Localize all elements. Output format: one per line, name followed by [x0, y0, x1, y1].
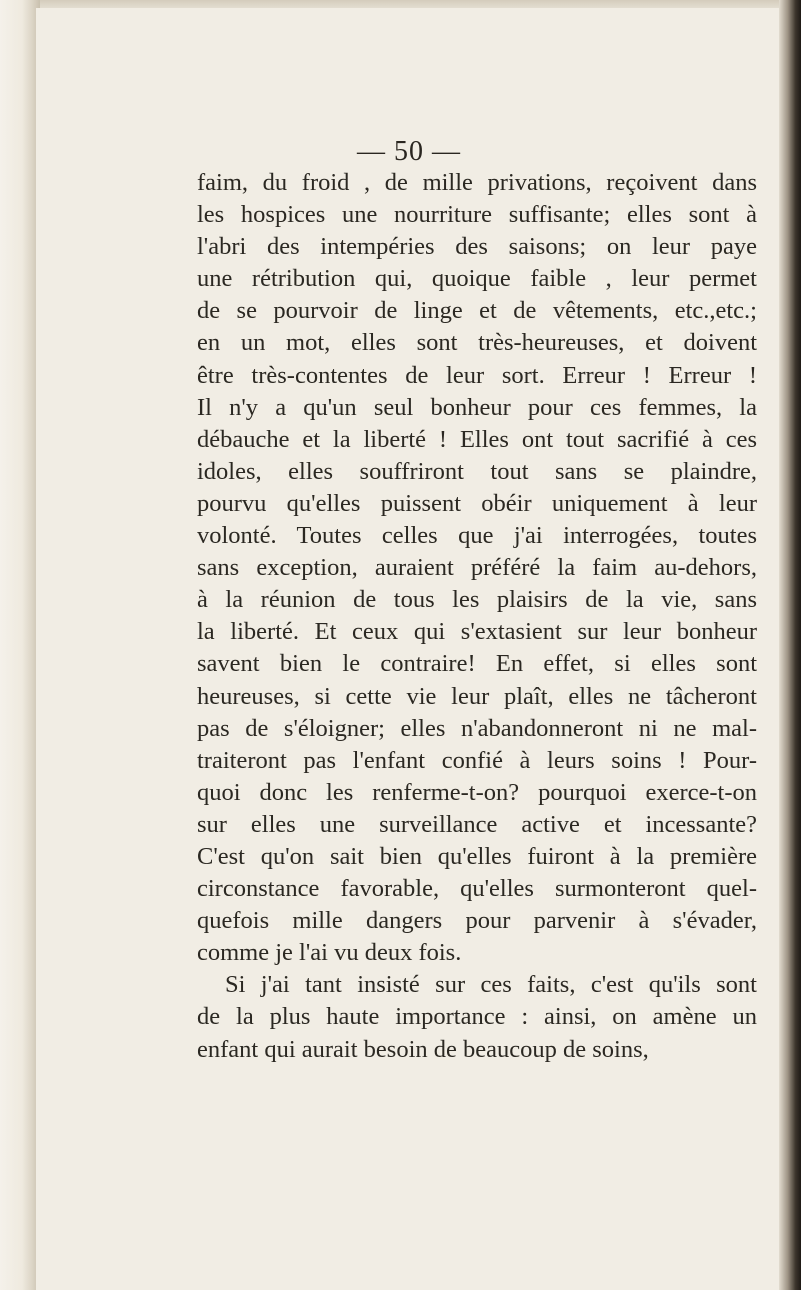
- text-line: volonté. Toutes celles que j'ai interrogées, toutes: [197, 522, 757, 550]
- text-line: débauche et la liberté ! Elles ont tout sacrifié à ces: [197, 425, 757, 453]
- text-line: faim, du froid , de mille privations, reçoivent dans: [197, 169, 757, 196]
- text-line: de se pourvoir de linge et de vêtements, etc.,etc.;: [197, 297, 757, 325]
- text-line: pas de s'éloigner; elles n'abandonneront ni ne mal-: [197, 714, 757, 742]
- text-line: sur elles une surveillance active et incessante?: [197, 810, 757, 838]
- text-line: en un mot, elles sont très-heureuses, et doivent: [197, 329, 757, 357]
- text-line: Si j'ai tant insisté sur ces faits, c'est qu'ils sont: [225, 971, 757, 999]
- text-line: quefois mille dangers pour parvenir à s'évader,: [197, 907, 757, 935]
- text-line: quoi donc les renferme-t-on? pourquoi exerce-t-on: [197, 778, 757, 806]
- text-line: une rétribution qui, quoique faible , leur permet: [197, 265, 757, 293]
- text-line: C'est qu'on sait bien qu'elles fuiront à la première: [197, 842, 757, 870]
- text-line: pourvu qu'elles puissent obéir uniquement à leur: [197, 489, 757, 517]
- text-line: les hospices une nourriture suffisante; elles sont à: [197, 201, 757, 229]
- text-line: comme je l'ai vu deux fois.: [197, 939, 462, 967]
- text-line: la liberté. Et ceux qui s'extasient sur leur bonheur: [197, 618, 757, 646]
- binding-right-shadow: [779, 0, 801, 1290]
- body-text: [197, 167, 757, 1066]
- page-number: — 50 —: [357, 136, 461, 167]
- text-line: être très-contentes de leur sort. Erreur ! Erreur !: [197, 361, 757, 389]
- text-line: savent bien le contraire! En effet, si elles sont: [197, 650, 757, 678]
- text-line: à la réunion de tous les plaisirs de la vie, sans: [197, 586, 757, 614]
- text-line: de la plus haute importance : ainsi, on amène un: [197, 1003, 757, 1031]
- binding-left-edge: [0, 0, 40, 1290]
- text-line: circonstance favorable, qu'elles surmonteront quel-: [197, 875, 757, 903]
- text-line: traiteront pas l'enfant confié à leurs soins ! Pour-: [197, 746, 757, 774]
- text-line: l'abri des intempéries des saisons; on leur paye: [197, 233, 757, 261]
- text-line: enfant qui aurait besoin de beaucoup de soins,: [197, 1035, 649, 1063]
- text-line: Il n'y a qu'un seul bonheur pour ces femmes, la: [197, 393, 757, 421]
- text-line: sans exception, auraient préféré la faim au-dehors,: [197, 554, 757, 582]
- text-line: heureuses, si cette vie leur plaît, elles ne tâcheront: [197, 682, 757, 710]
- text-line: idoles, elles souffriront tout sans se plaindre,: [197, 457, 757, 485]
